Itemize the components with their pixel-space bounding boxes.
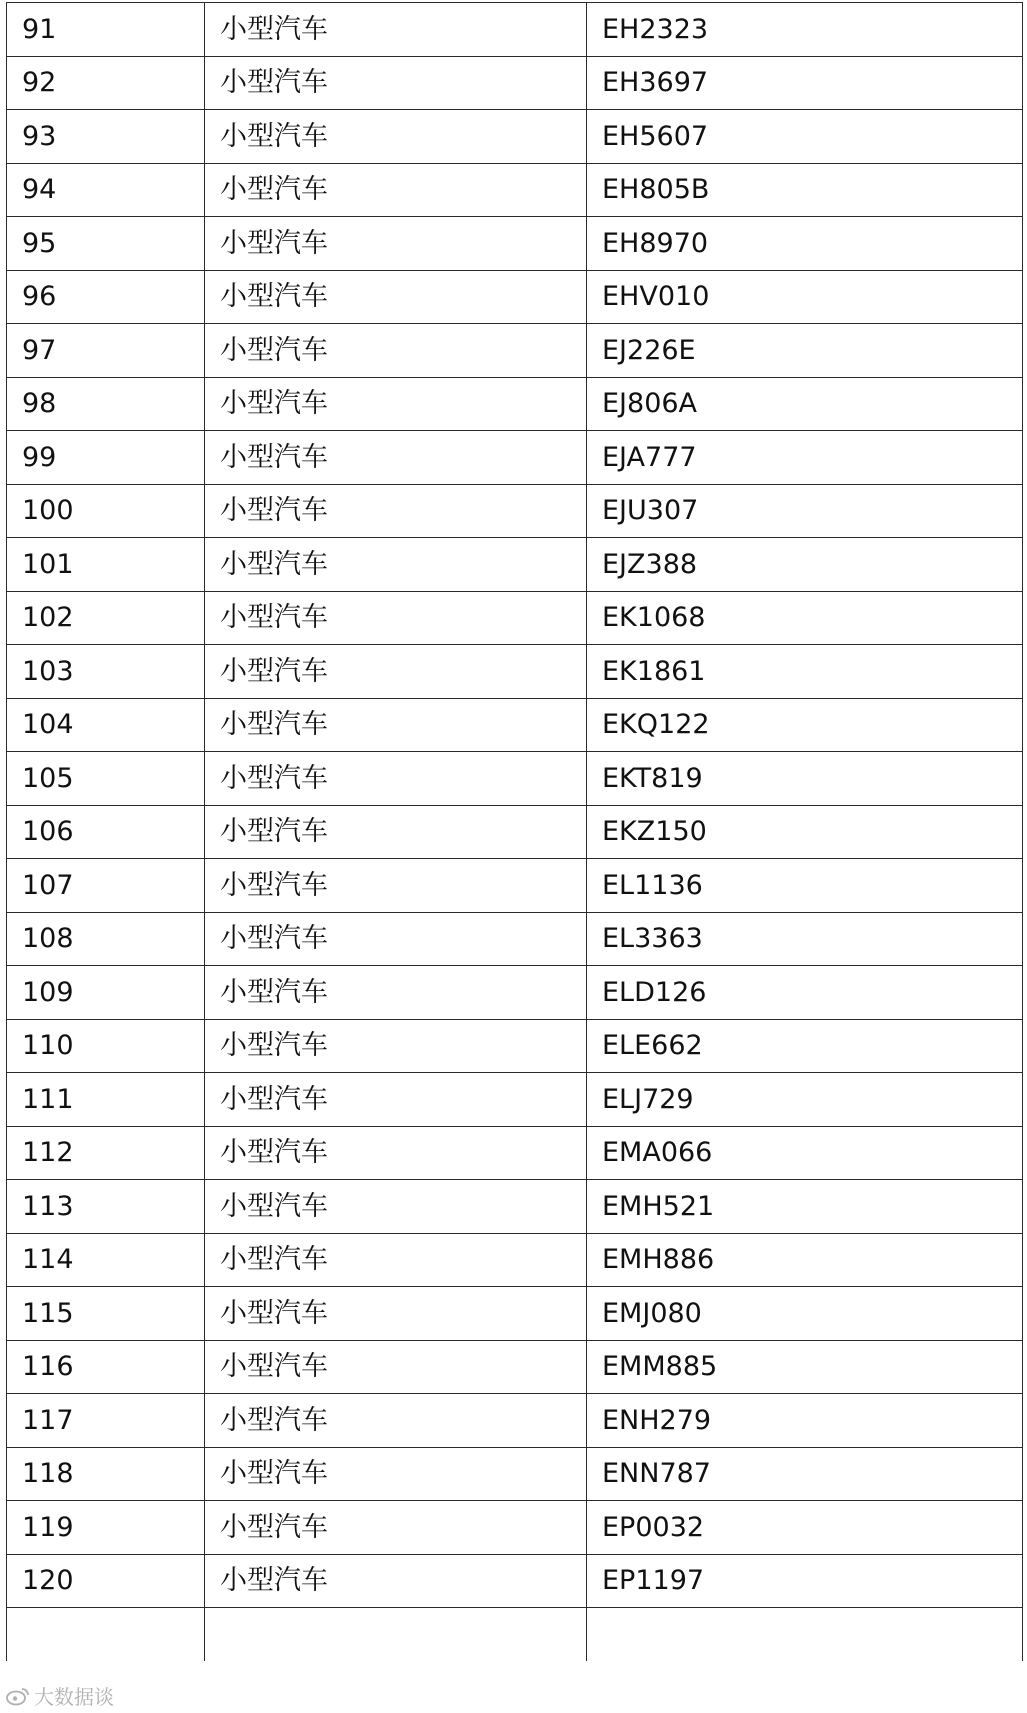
vehicle-type-cell: 小型汽车 [205, 966, 587, 1020]
table-row [7, 484, 1023, 538]
table-row [7, 1394, 1023, 1448]
plate-number-cell: EMM885 [587, 1340, 1023, 1394]
row-number-cell: 110 [7, 1019, 205, 1073]
plate-number-cell: EH3697 [587, 56, 1023, 110]
vehicle-type-cell: 小型汽车 [205, 1180, 587, 1234]
plate-number-cell: EKQ122 [587, 698, 1023, 752]
plate-number-cell: EP1197 [587, 1554, 1023, 1608]
plate-number-cell: EL1136 [587, 859, 1023, 913]
vehicle-type-cell: 小型汽车 [205, 698, 587, 752]
plate-number-cell: EJU307 [587, 484, 1023, 538]
table-row [7, 645, 1023, 699]
row-number-cell: 94 [7, 163, 205, 217]
plate-number-cell: ENN787 [587, 1447, 1023, 1501]
row-number-cell: 98 [7, 377, 205, 431]
vehicle-type-cell: 小型汽车 [205, 56, 587, 110]
vehicle-type-cell: 小型汽车 [205, 1501, 587, 1555]
table-row [7, 966, 1023, 1020]
row-number-cell: 104 [7, 698, 205, 752]
table-row [7, 805, 1023, 859]
plate-number-cell: EJA777 [587, 431, 1023, 485]
vehicle-type-cell: 小型汽车 [205, 217, 587, 271]
table-row [7, 591, 1023, 645]
row-number-cell: 118 [7, 1447, 205, 1501]
vehicle-type-cell: 小型汽车 [205, 1287, 587, 1341]
table-row [7, 431, 1023, 485]
row-number-cell: 116 [7, 1340, 205, 1394]
row-number-cell: 109 [7, 966, 205, 1020]
row-number-cell: 102 [7, 591, 205, 645]
watermark [6, 1681, 114, 1710]
vehicle-type-cell [205, 1608, 587, 1662]
plate-number-cell: ELE662 [587, 1019, 1023, 1073]
row-number-cell: 114 [7, 1233, 205, 1287]
plate-number-cell [587, 1608, 1023, 1662]
plate-number-cell: EKT819 [587, 752, 1023, 806]
row-number-cell: 96 [7, 270, 205, 324]
row-number-cell: 113 [7, 1180, 205, 1234]
row-number-cell: 111 [7, 1073, 205, 1127]
vehicle-type-cell: 小型汽车 [205, 1073, 587, 1127]
plate-number-cell: EP0032 [587, 1501, 1023, 1555]
plate-number-cell: EH805B [587, 163, 1023, 217]
vehicle-type-cell: 小型汽车 [205, 1447, 587, 1501]
watermark-text: 大数据谈 [34, 1685, 114, 1709]
table-row [7, 110, 1023, 164]
row-number-cell: 120 [7, 1554, 205, 1608]
plate-number-cell: EMH521 [587, 1180, 1023, 1234]
vehicle-type-cell: 小型汽车 [205, 859, 587, 913]
table-row [7, 698, 1023, 752]
vehicle-plate-table [6, 2, 1023, 1661]
plate-number-cell: ELJ729 [587, 1073, 1023, 1127]
row-number-cell: 107 [7, 859, 205, 913]
vehicle-type-cell: 小型汽车 [205, 805, 587, 859]
vehicle-type-cell: 小型汽车 [205, 752, 587, 806]
table-row [7, 270, 1023, 324]
table-row [7, 752, 1023, 806]
row-number-cell: 119 [7, 1501, 205, 1555]
plate-number-cell: ENH279 [587, 1394, 1023, 1448]
table-row [7, 1073, 1023, 1127]
table-row [7, 324, 1023, 378]
table-row [7, 1287, 1023, 1341]
vehicle-type-cell: 小型汽车 [205, 538, 587, 592]
plate-number-cell: EH2323 [587, 3, 1023, 57]
row-number-cell: 91 [7, 3, 205, 57]
vehicle-type-cell: 小型汽车 [205, 1340, 587, 1394]
vehicle-type-cell: 小型汽车 [205, 377, 587, 431]
table-row [7, 538, 1023, 592]
plate-number-cell: EH8970 [587, 217, 1023, 271]
table-row [7, 1180, 1023, 1234]
row-number-cell: 106 [7, 805, 205, 859]
vehicle-type-cell: 小型汽车 [205, 3, 587, 57]
plate-number-cell: EMA066 [587, 1126, 1023, 1180]
row-number-cell: 93 [7, 110, 205, 164]
plate-number-cell: EH5607 [587, 110, 1023, 164]
vehicle-type-cell: 小型汽车 [205, 1394, 587, 1448]
vehicle-type-cell: 小型汽车 [205, 163, 587, 217]
plate-number-cell: EJZ388 [587, 538, 1023, 592]
table-row [7, 859, 1023, 913]
vehicle-type-cell: 小型汽车 [205, 270, 587, 324]
vehicle-type-cell: 小型汽车 [205, 1233, 587, 1287]
table-row [7, 1340, 1023, 1394]
vehicle-type-cell: 小型汽车 [205, 1019, 587, 1073]
row-number-cell: 101 [7, 538, 205, 592]
plate-number-cell: EMH886 [587, 1233, 1023, 1287]
plate-number-cell: ELD126 [587, 966, 1023, 1020]
row-number-cell: 100 [7, 484, 205, 538]
plate-number-cell: EK1861 [587, 645, 1023, 699]
vehicle-type-cell: 小型汽车 [205, 324, 587, 378]
row-number-cell: 97 [7, 324, 205, 378]
table-row [7, 912, 1023, 966]
vehicle-type-cell: 小型汽车 [205, 645, 587, 699]
vehicle-type-cell: 小型汽车 [205, 591, 587, 645]
vehicle-type-cell: 小型汽车 [205, 1126, 587, 1180]
table-row [7, 1554, 1023, 1608]
table-row [7, 217, 1023, 271]
table-row [7, 1447, 1023, 1501]
plate-number-cell: EK1068 [587, 591, 1023, 645]
row-number-cell: 108 [7, 912, 205, 966]
vehicle-type-cell: 小型汽车 [205, 1554, 587, 1608]
vehicle-type-cell: 小型汽车 [205, 912, 587, 966]
row-number-cell: 112 [7, 1126, 205, 1180]
plate-number-cell: EMJ080 [587, 1287, 1023, 1341]
row-number-cell: 115 [7, 1287, 205, 1341]
table-row [7, 1608, 1023, 1662]
row-number-cell: 92 [7, 56, 205, 110]
plate-number-cell: EKZ150 [587, 805, 1023, 859]
row-number-cell: 105 [7, 752, 205, 806]
table-row [7, 3, 1023, 57]
table-row [7, 56, 1023, 110]
vehicle-type-cell: 小型汽车 [205, 484, 587, 538]
vehicle-type-cell: 小型汽车 [205, 431, 587, 485]
table-row [7, 1019, 1023, 1073]
table-body [7, 3, 1023, 1662]
row-number-cell: 95 [7, 217, 205, 271]
table-row [7, 377, 1023, 431]
weibo-logo-icon [6, 1686, 30, 1706]
table-row [7, 1233, 1023, 1287]
table-row [7, 1126, 1023, 1180]
row-number-cell: 103 [7, 645, 205, 699]
row-number-cell: 99 [7, 431, 205, 485]
vehicle-type-cell: 小型汽车 [205, 110, 587, 164]
plate-number-cell: EHV010 [587, 270, 1023, 324]
plate-number-cell: EJ226E [587, 324, 1023, 378]
plate-number-cell: EL3363 [587, 912, 1023, 966]
plate-number-cell: EJ806A [587, 377, 1023, 431]
table-row [7, 163, 1023, 217]
table-row [7, 1501, 1023, 1555]
row-number-cell [7, 1608, 205, 1662]
row-number-cell: 117 [7, 1394, 205, 1448]
